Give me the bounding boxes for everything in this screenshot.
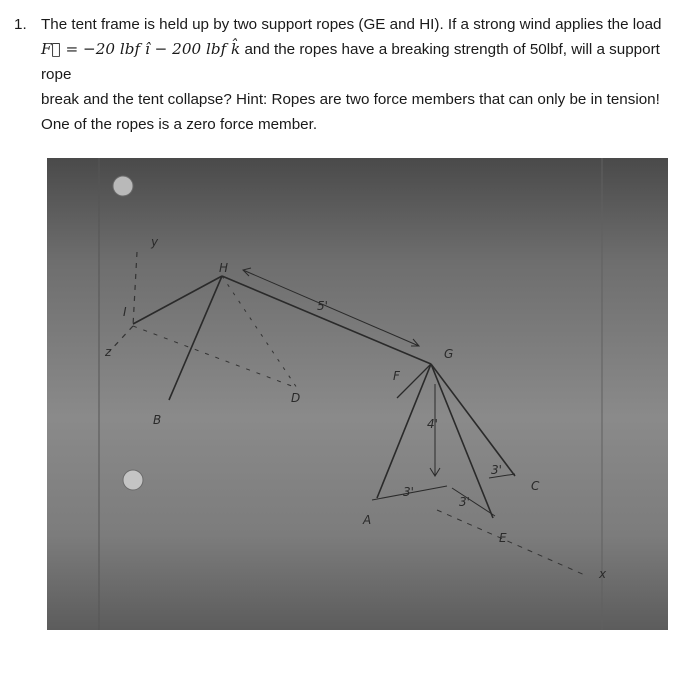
x-axis-dashed	[437, 510, 587, 576]
rope-HI	[133, 276, 222, 324]
frame-G-short	[397, 364, 431, 398]
label-D: D	[291, 391, 301, 405]
problem-statement	[14, 12, 690, 137]
dim-label-left: 3'	[403, 485, 414, 499]
z-axis-dashed	[109, 326, 133, 352]
label-H: H	[219, 261, 229, 275]
problem-line-4: One of the ropes is a zero force member.	[41, 116, 318, 133]
axis-label-y: y	[151, 235, 159, 249]
axis-label-z: z	[105, 345, 112, 359]
dim-label-vertical: 4'	[427, 417, 438, 431]
frame-HB	[169, 276, 222, 400]
problem-line-3: break and the tent collapse? Hint: Ropes are two force members that can only be in tension!	[41, 91, 660, 108]
force-expression: F⃗ = −20 lbf î − 200 lbf k̂	[41, 40, 241, 58]
axis-label-x: x	[599, 567, 607, 581]
tent-frame-photo	[47, 158, 668, 630]
y-axis-dashed	[133, 252, 137, 326]
problem-line-2: and the ropes have a breaking strength of 50lbf, will a support rope	[41, 41, 660, 83]
dashed-HD	[222, 276, 297, 388]
binder-hole-bottom	[123, 470, 143, 490]
label-F: F	[393, 369, 400, 383]
label-C: C	[531, 479, 540, 493]
dim-label-diag: 3'	[459, 495, 470, 509]
label-I: I	[123, 305, 127, 319]
label-B: B	[153, 413, 162, 427]
base-dashed-ID	[133, 326, 297, 388]
binder-hole-top	[113, 176, 133, 196]
label-G: G	[444, 347, 454, 361]
label-E: E	[499, 531, 507, 545]
dim-label-HG: 5'	[317, 299, 328, 313]
dimension-arrow-HG	[243, 270, 419, 346]
tent-frame-diagram	[47, 158, 668, 630]
label-A: A	[363, 513, 372, 527]
problem-line-1: The tent frame is held up by two support ropes (GE and HI). If a strong wind applies the load	[41, 16, 662, 33]
problem-number: 1.	[14, 16, 27, 33]
frame-GA	[377, 364, 431, 498]
arrow-head-5-right	[411, 339, 419, 346]
frame-HG	[222, 276, 431, 364]
dim-label-right: 3'	[491, 463, 502, 477]
frame-GC	[431, 364, 515, 476]
